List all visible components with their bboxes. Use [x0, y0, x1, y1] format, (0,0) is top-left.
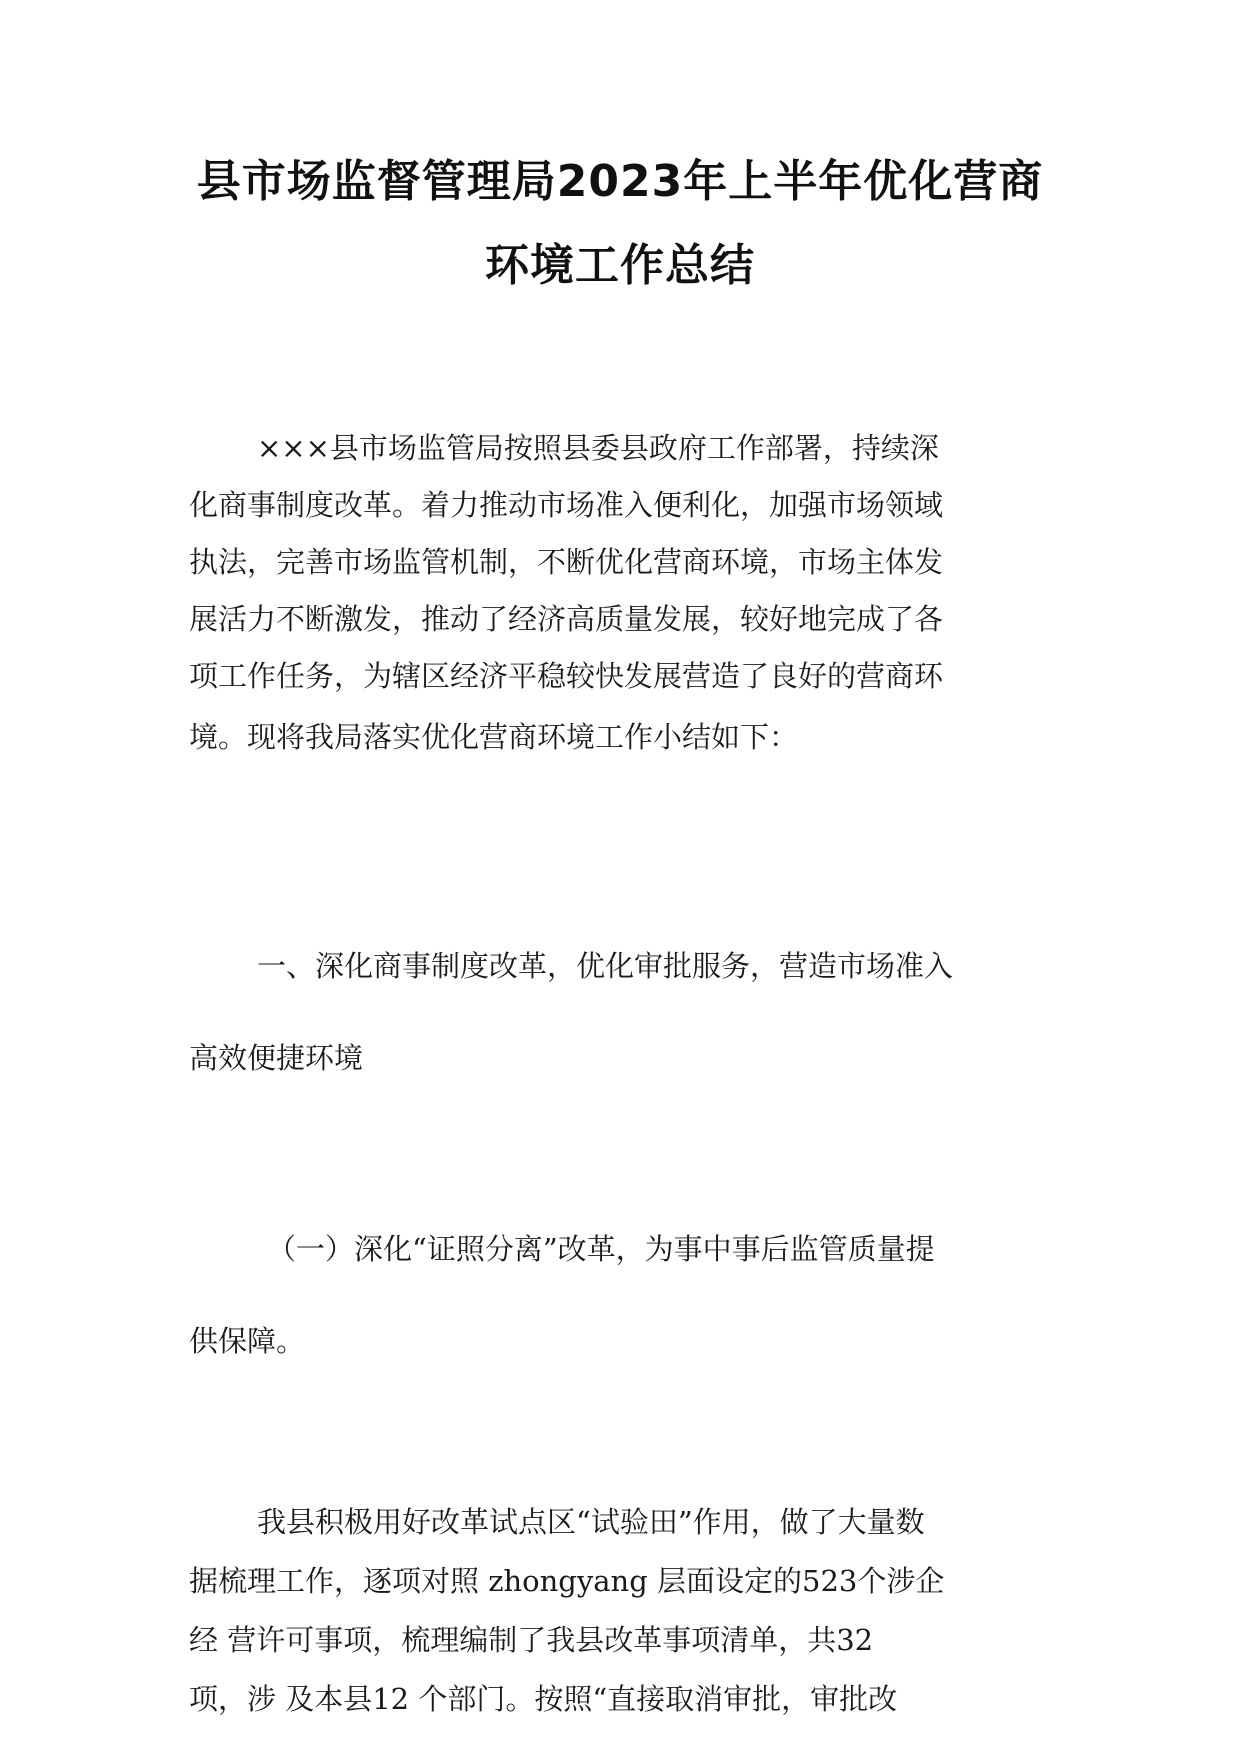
intro-line: 执法，完善市场监管机制，不断优化营商环境，市场主体发	[189, 545, 944, 579]
section-heading-line: 高效便捷环境	[189, 1041, 364, 1075]
body-paragraph-1	[189, 1493, 1051, 1729]
subsection-heading-1	[189, 1203, 1051, 1387]
intro-line: ×××县市场监管局按照县委县政府工作部署，持续深	[257, 431, 939, 465]
document-title-line-1: 县市场监督管理局2023年上半年优化营商	[196, 156, 1044, 207]
intro-line: 境。现将我局落实优化营商环境工作小结如下：	[189, 720, 799, 754]
section-heading-line: 一、深化商事制度改革，优化审批服务，营造市场准入	[257, 949, 954, 983]
body-line: 据梳理工作，逐项对照 zhongyang 层面设定的523个涉企	[189, 1564, 945, 1598]
intro-line: 化商事制度改革。着力推动市场准入便利化，加强市场领域	[189, 488, 944, 522]
intro-paragraph	[189, 420, 1051, 766]
document-title-line-2: 环境工作总结	[485, 240, 755, 291]
body-line: 项，涉 及本县12 个部门。按照“直接取消审批，审批改	[189, 1682, 898, 1716]
subsection-heading-line: 供保障。	[189, 1324, 306, 1358]
body-line: 经 营许可事项，梳理编制了我县改革事项清单，共32	[189, 1623, 874, 1657]
section-heading-1	[189, 920, 1051, 1104]
intro-line: 项工作任务，为辖区经济平稳较快发展营造了良好的营商环	[189, 659, 944, 693]
body-line: 我县积极用好改革试点区“试验田”作用，做了大量数	[257, 1505, 925, 1539]
intro-line: 展活力不断激发，推动了经济高质量发展，较好地完成了各	[189, 602, 944, 636]
subsection-heading-line: （一）深化“证照分离”改革，为事中事后监管质量提	[267, 1232, 935, 1266]
